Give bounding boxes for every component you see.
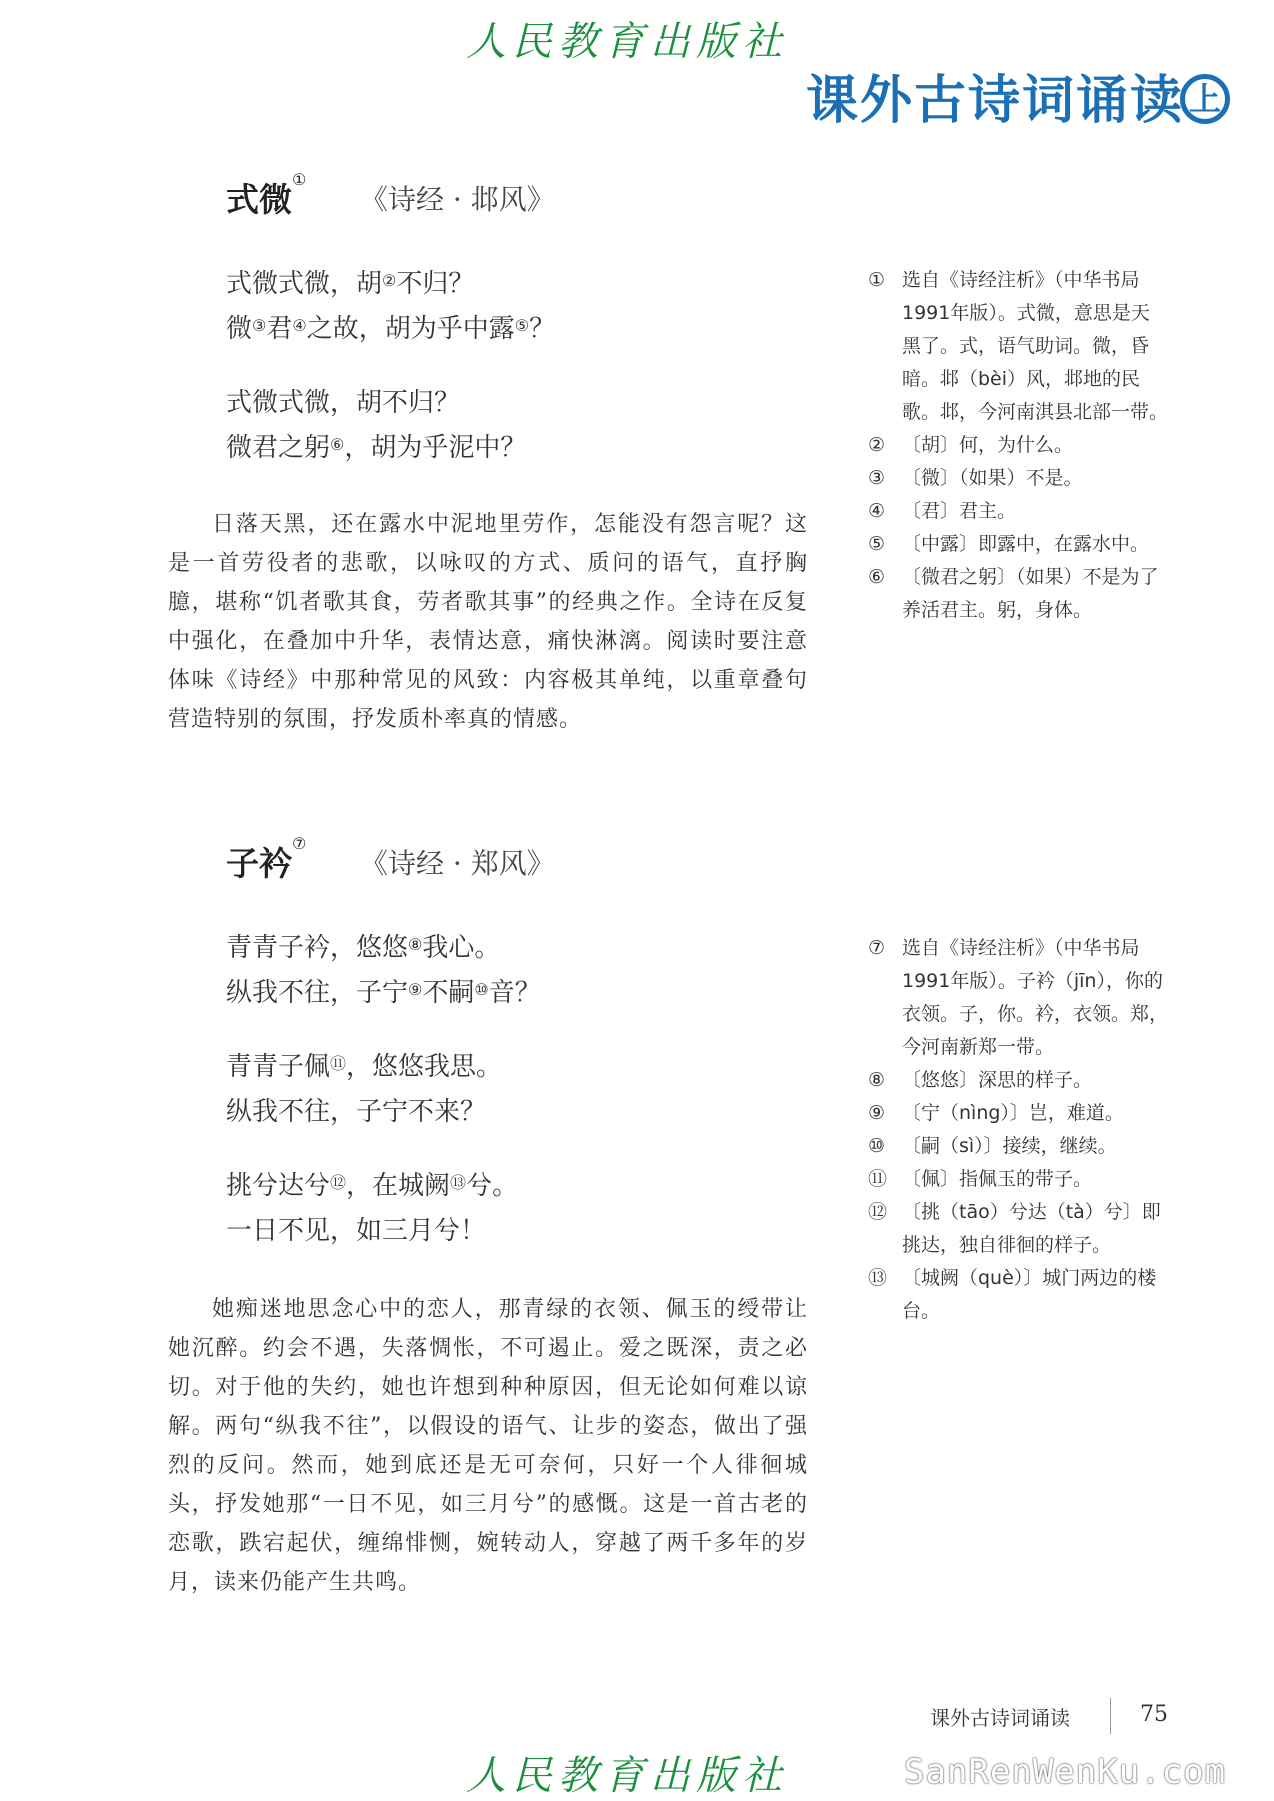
footnote: ① 选自《诗经注析》（中华书局1991年版）。式微，意思是天黑了。式，语气助词。微，昏暗。邶（bèi）风，邶地的民歌。邶，今河南淇县北部一带。 [868, 269, 1169, 423]
publisher-logo-top: 人民教育出版社 [466, 19, 788, 65]
footnote-ref[interactable]: ⑬ [450, 1173, 467, 1192]
poem-line: 青青子佩⑪，悠悠我思。 [226, 1052, 503, 1082]
footnote: ⑨ 〔宁（nìng）〕岂，难道。 [868, 1102, 1124, 1124]
poem-title: 式微① [226, 170, 307, 219]
footnote-ref[interactable]: ⑧ [408, 935, 423, 954]
footnote-ref[interactable]: ⑦ [292, 834, 307, 853]
footnote-ref[interactable]: ⑨ [408, 980, 423, 999]
footnotes-panel [868, 932, 1168, 1328]
poem-source: 《诗经 · 郑风》 [360, 847, 555, 880]
footnote: ⑦ 选自《诗经注析》（中华书局1991年版）。子衿（jīn），你的衣领。子，你。衿，衣领。郑，今河南新郑一带。 [868, 937, 1169, 1058]
footnote-ref[interactable]: ⑤ [514, 316, 530, 335]
poem-body [226, 262, 555, 471]
volume-badge: 上 [1180, 74, 1230, 124]
poem-line: 微③君④之故，胡为乎中露⑤？ [226, 314, 556, 344]
footer-divider [1110, 1698, 1111, 1734]
page-number: 75 [1140, 1702, 1168, 1727]
book-title: 课外古诗词诵读 [805, 71, 1184, 131]
poem-line: 青青子衿，悠悠⑧我心。 [226, 933, 501, 963]
footnote: ⑥ 〔微君之躬〕（如果）不是为了养活君主。躬，身体。 [868, 566, 1159, 621]
footnote-ref[interactable]: ① [292, 170, 307, 189]
publisher-logo-bottom: 人民教育出版社 [466, 1753, 788, 1799]
footnote: ⑤ 〔中露〕即露中，在露水中。 [868, 533, 1150, 555]
footnote: ② 〔胡〕何，为什么。 [868, 434, 1074, 456]
poem-commentary: 日落天黑，还在露水中泥地里劳作，怎能没有怨言呢？这是一首劳役者的悲歌，以咏叹的方式、质问的语气，直抒胸臆，堪称“饥者歌其食，劳者歌其事”的经典之作。全诗在反复中强化，在叠加中升华，表情达意，痛快淋漓。阅读时要注意体味《诗经》中那种常见的风致：内容极其单纯，以重章叠句营造特别的氛围，抒发质朴率真的情感。 [168, 512, 808, 732]
poem-commentary: 她痴迷地思念心中的恋人，那青绿的衣领、佩玉的绶带让她沉醉。约会不遇，失落惆怅，不可遏止。爱之既深，责之必切。对于他的失约，她也许想到种种原因，但无论如何难以谅解。两句“纵我不往”，以假设的语气、让步的姿态，做出了强烈的反问。然而，她到底还是无可奈何，只好一个人徘徊城头，抒发她那“一日不见，如三月兮”的感慨。这是一首古老的恋歌，跌宕起伏，缠绵悱恻，婉转动人，穿越了两千多年的岁月，读来仍能产生共鸣。 [168, 1297, 808, 1595]
footnote-ref[interactable]: ④ [292, 316, 307, 335]
footnote-ref[interactable]: ⑩ [474, 980, 489, 999]
watermark: SanRenWenKu.com [904, 1752, 1227, 1792]
footnote: ⑩ 〔嗣（sì）〕接续，继续。 [868, 1135, 1117, 1157]
poem-line: 挑兮达兮⑫，在城阙⑬兮。 [226, 1171, 519, 1201]
poem-line: 纵我不往，子宁不来？ [226, 1097, 487, 1127]
footnote: ⑧ 〔悠悠〕深思的样子。 [868, 1069, 1093, 1091]
poem-title: 子衿⑦ [226, 834, 307, 883]
poem-line: 式微式微，胡②不归？ [226, 269, 475, 299]
poem-line: 式微式微，胡不归？ [226, 388, 461, 418]
footnotes-panel [868, 264, 1168, 627]
footnote-ref[interactable]: ⑥ [330, 435, 345, 454]
footnote-ref[interactable]: ⑫ [330, 1173, 347, 1192]
footer-section-label: 课外古诗词诵读 [930, 1706, 1070, 1730]
footnote-ref[interactable]: ③ [252, 316, 267, 335]
footnote: ⑫ 〔挑（tāo）兮达（tà）兮〕即挑达，独自徘徊的样子。 [868, 1201, 1161, 1256]
footnote: ⑪ 〔佩〕指佩玉的带子。 [868, 1168, 1093, 1190]
footnote: ⑬ 〔城阙（què）〕城门两边的楼台。 [868, 1267, 1157, 1322]
footnote: ④ 〔君〕君主。 [868, 500, 1017, 522]
footnote-ref[interactable]: ⑪ [330, 1054, 347, 1073]
footnote-ref[interactable]: ② [382, 271, 397, 290]
poem-source: 《诗经 · 邶风》 [360, 183, 555, 216]
poem-body [226, 926, 541, 1254]
poem-line: 一日不见，如三月兮！ [226, 1216, 487, 1246]
poem-line: 纵我不往，子宁⑨不嗣⑩音？ [226, 978, 541, 1008]
poem-line: 微君之躬⑥，胡为乎泥中？ [226, 433, 527, 463]
footnote: ③ 〔微〕（如果）不是。 [868, 467, 1083, 489]
